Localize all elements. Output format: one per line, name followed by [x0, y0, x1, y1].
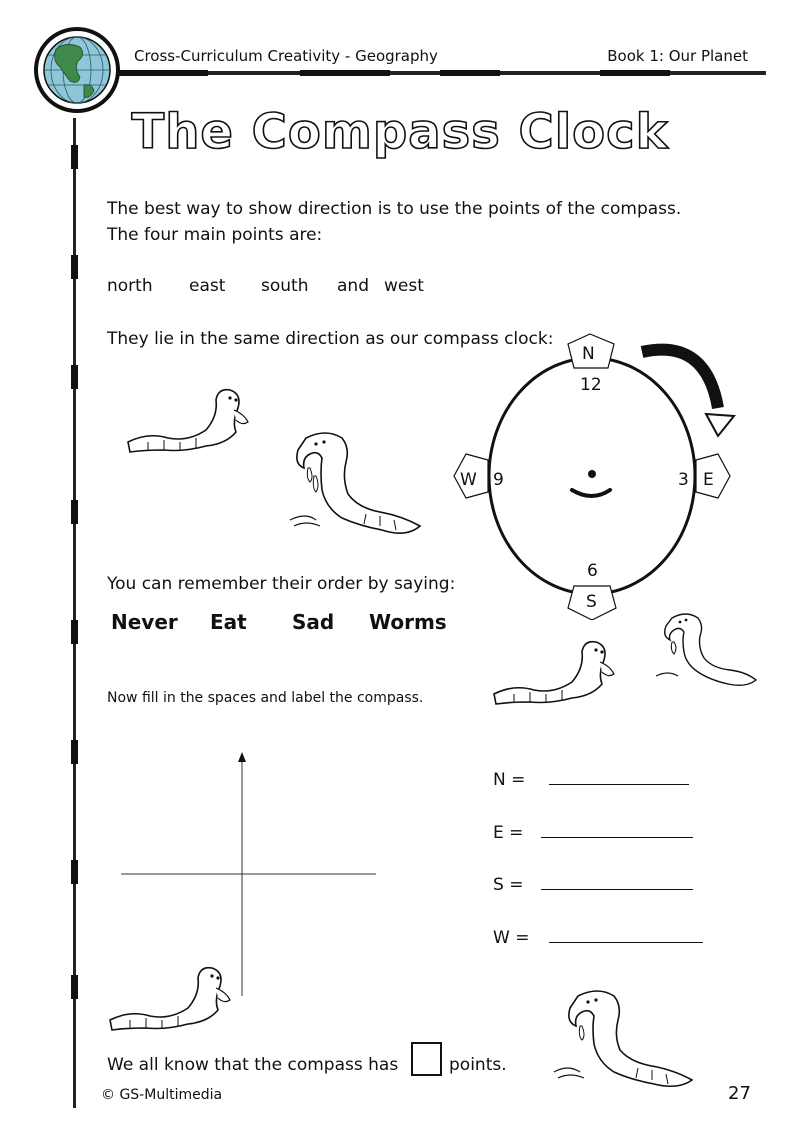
worm-illustration-icon — [118, 380, 258, 460]
fill-in-west-row — [493, 924, 703, 948]
closing-after: points. — [449, 1055, 507, 1075]
clock-letter-south: S — [586, 592, 597, 612]
fill-in-north-blank[interactable] — [549, 766, 689, 785]
clock-intro: They lie in the same direction as our compass clock: — [107, 329, 554, 349]
worm-illustration-icon — [484, 632, 624, 712]
rule-segment — [600, 70, 670, 76]
rule-segment — [300, 70, 390, 76]
clock-letter-east: E — [703, 470, 714, 490]
fill-in-south-blank[interactable] — [541, 871, 693, 890]
binding-mark — [71, 500, 78, 524]
fill-in-west-blank[interactable] — [549, 924, 703, 943]
fill-in-west-label: W = — [493, 928, 530, 948]
clock-number-6: 6 — [587, 561, 598, 581]
fill-in-east-row — [493, 819, 693, 843]
footer-copyright: © GS-Multimedia — [101, 1087, 223, 1103]
point-west: west — [384, 276, 424, 296]
fill-in-south-row — [493, 871, 693, 895]
mnemonic-never: Never — [111, 610, 178, 634]
binding-mark — [71, 860, 78, 884]
fill-in-east-blank[interactable] — [541, 819, 693, 838]
remember-text: You can remember their order by saying: — [107, 574, 456, 594]
binding-mark — [71, 975, 78, 999]
point-south: south — [261, 276, 309, 296]
fill-in-east-label: E = — [493, 823, 524, 843]
compass-cross-icon[interactable] — [118, 750, 380, 1000]
binding-mark — [71, 740, 78, 764]
fill-in-north-label: N = — [493, 770, 526, 790]
closing-before: We all know that the compass has — [107, 1055, 399, 1075]
binding-mark — [71, 620, 78, 644]
rule-segment — [440, 70, 500, 76]
fill-in-north-row — [493, 766, 689, 790]
mnemonic-eat: Eat — [210, 610, 247, 634]
worm-illustration-icon — [548, 986, 698, 1092]
clock-letter-west: W — [460, 470, 477, 490]
clock-number-12: 12 — [580, 375, 602, 395]
clock-letter-north: N — [582, 344, 595, 364]
point-north: north — [107, 276, 153, 296]
intro-line-2: The four main points are: — [107, 225, 323, 245]
globe-logo-icon — [34, 27, 120, 113]
page-number: 27 — [728, 1083, 751, 1104]
instruction-text: Now fill in the spaces and label the compass. — [107, 690, 424, 706]
mnemonic-sad: Sad — [292, 610, 335, 634]
clock-number-3: 3 — [678, 470, 689, 490]
header-right: Book 1: Our Planet — [607, 47, 748, 65]
intro-line-1: The best way to show direction is to use the points of the compass. — [107, 199, 682, 219]
binding-mark — [71, 365, 78, 389]
point-and: and — [337, 276, 369, 296]
header-left: Cross-Curriculum Creativity - Geography — [134, 47, 438, 65]
binding-mark — [71, 255, 78, 279]
clock-number-9: 9 — [493, 470, 504, 490]
rule-segment — [118, 70, 208, 76]
worm-illustration-icon — [276, 428, 426, 540]
worm-illustration-icon — [650, 610, 760, 690]
mnemonic-worms: Worms — [369, 610, 447, 634]
point-east: east — [189, 276, 226, 296]
fill-in-south-label: S = — [493, 875, 524, 895]
points-answer-box[interactable] — [411, 1042, 442, 1076]
curved-arrow-icon — [636, 336, 740, 440]
page-title: The Compass Clock — [131, 104, 669, 160]
